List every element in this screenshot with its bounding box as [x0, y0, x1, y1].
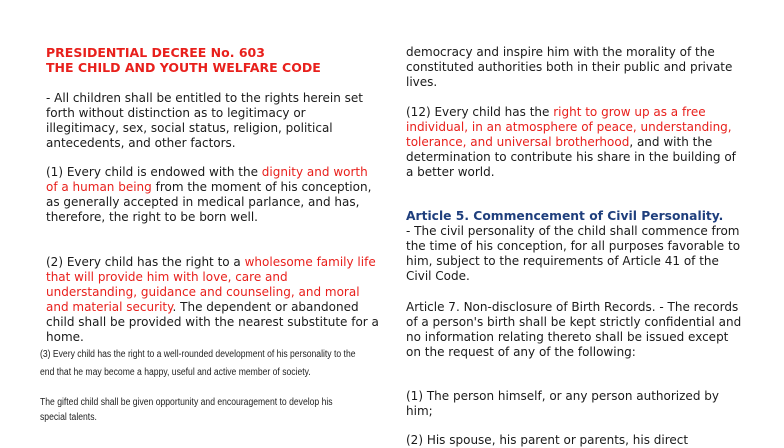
right-2-paragraph	[46, 255, 382, 346]
right-2-post: . The dependent or abandoned child shall be provided with the nearest substitute for a home.	[46, 300, 379, 345]
article-5	[406, 209, 746, 284]
right-12-highlight: right to grow up as a free individual, in an atmosphere of peace, understanding, tolerance, and universal brotherhood	[406, 105, 732, 150]
scanned-right-4-line-2: special talents.	[40, 412, 97, 423]
article-7-item-2: (2) His spouse, his parent or parents, his direct	[406, 433, 689, 447]
right-12-pre: (12) Every child has the	[406, 105, 554, 119]
right-1-highlight: dignity and worth of a human being	[46, 165, 368, 195]
article-7: Article 7. Non-disclosure of Birth Records. - The records of a person's birth shall be kept strictly confidential and no information relating thereto shall be issued except on the request of any of the following:	[406, 300, 742, 360]
continued-paragraph: democracy and inspire him with the morality of the constituted authorities both in their public and private lives.	[406, 45, 733, 90]
right-1-post: from the moment of his conception, as generally accepted in medical parlance, and has, therefore, the right to be born well.	[46, 180, 372, 225]
scanned-right-3-line-2: end that he may become a happy, useful and active member of society.	[40, 367, 311, 378]
right-1-pre: (1) Every child is endowed with the	[46, 165, 262, 179]
document-title	[46, 45, 376, 75]
right-12-paragraph	[406, 105, 746, 180]
right-2-pre: (2) Every child has the right to a	[46, 255, 245, 269]
article-5-heading: Article 5. Commencement of Civil Personality.	[406, 209, 724, 223]
article-5-body: - The civil personality of the child shall commence from the time of his conception, for all purposes favorable to him, subject to the requirements of Article 41 of the Civil Code.	[406, 224, 741, 284]
scanned-right-4-line-1: The gifted child shall be given opportunity and encouragement to develop his	[40, 397, 333, 408]
right-2-highlight: wholesome family life that will provide him with love, care and understanding, guidance and counseling, and moral and material security	[46, 255, 376, 315]
article-7-item-1: (1) The person himself, or any person authorized by him;	[406, 389, 719, 419]
right-12-post: , and with the determination to contribute his share in the building of a better world.	[406, 135, 736, 180]
title-line-1: PRESIDENTIAL DECREE No. 603	[46, 45, 265, 60]
intro-paragraph: - All children shall be entitled to the rights herein set forth without distinction as to legitimacy or illegitimacy, sex, social status, religion, political antecedents, and other factors.	[46, 91, 363, 151]
right-1-paragraph	[46, 165, 382, 225]
title-line-2: THE CHILD AND YOUTH WELFARE CODE	[46, 60, 321, 75]
scanned-right-3-line-1: (3) Every child has the right to a well-rounded development of his personality to the	[40, 349, 356, 360]
